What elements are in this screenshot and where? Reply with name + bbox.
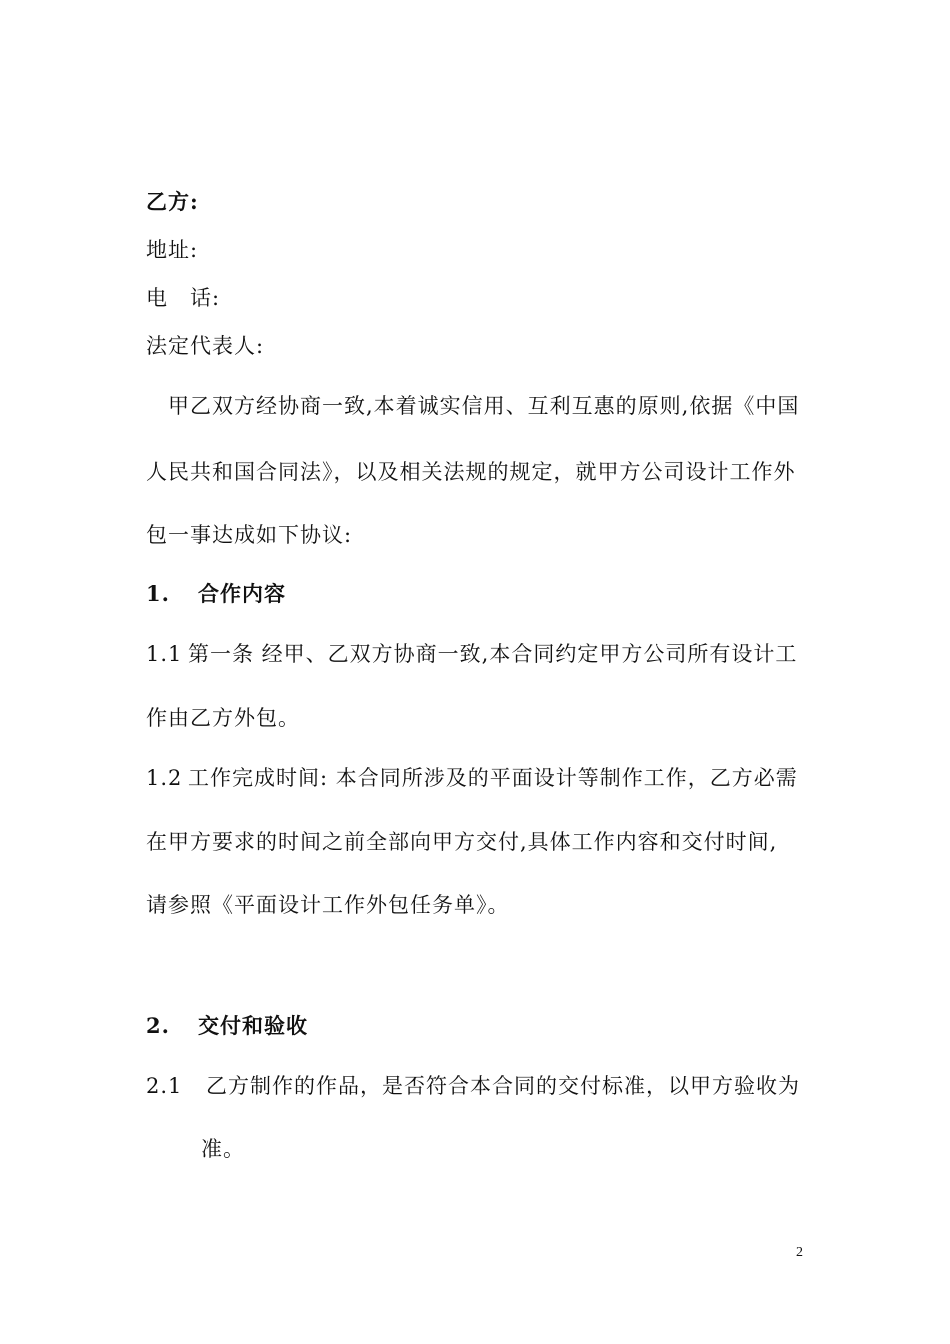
- address-label: 地址:: [146, 238, 199, 262]
- section-1-number: 1.: [146, 581, 170, 606]
- section-2-title: 交付和验收: [198, 1013, 308, 1038]
- preamble-line-3: 包一事达成如下协议:: [146, 523, 353, 547]
- preamble-line-2: 人民共和国合同法》，以及相关法规的规定，就甲方公司设计工作外: [146, 460, 796, 484]
- section-1-heading: [146, 580, 286, 608]
- clause-1-2-text-1: 工作完成时间: 本合同所涉及的平面设计等制作工作，乙方必需: [188, 766, 798, 790]
- clause-2-1-text-1: 乙方制作的作品，是否符合本合同的交付标准，以甲方验收为: [206, 1074, 800, 1098]
- clause-1-1-line-1: [146, 640, 797, 668]
- clause-1-2-number: 1.2: [146, 766, 183, 790]
- clause-1-1-line-2: 作由乙方外包。: [146, 706, 300, 730]
- clause-1-2-line-1: [146, 764, 798, 792]
- clause-2-1-line-1: [146, 1072, 800, 1100]
- clause-2-1-number: 2.1: [146, 1074, 183, 1098]
- party-b-title: 乙方:: [146, 189, 199, 214]
- clause-1-2-line-2: 在甲方要求的时间之前全部向甲方交付,具体工作内容和交付时间,: [146, 830, 778, 854]
- section-2-number: 2.: [146, 1013, 170, 1038]
- legal-representative-label: 法定代表人:: [146, 334, 265, 358]
- phone-label: 电 话:: [146, 286, 221, 310]
- clause-2-1-line-2: 准。: [201, 1137, 245, 1161]
- clause-1-2-line-3: 请参照《平面设计工作外包任务单》。: [146, 893, 510, 917]
- clause-1-1-text-1: 第一条 经甲、乙双方协商一致,本合同约定甲方公司所有设计工: [188, 642, 798, 666]
- section-2-heading: [146, 1012, 308, 1040]
- page-number: 2: [796, 1245, 803, 1260]
- clause-1-1-number: 1.1: [146, 642, 183, 666]
- section-1-title: 合作内容: [198, 581, 286, 606]
- preamble-line-1: 甲乙双方经协商一致,本着诚实信用、互利互惠的原则,依据《中国: [146, 394, 800, 418]
